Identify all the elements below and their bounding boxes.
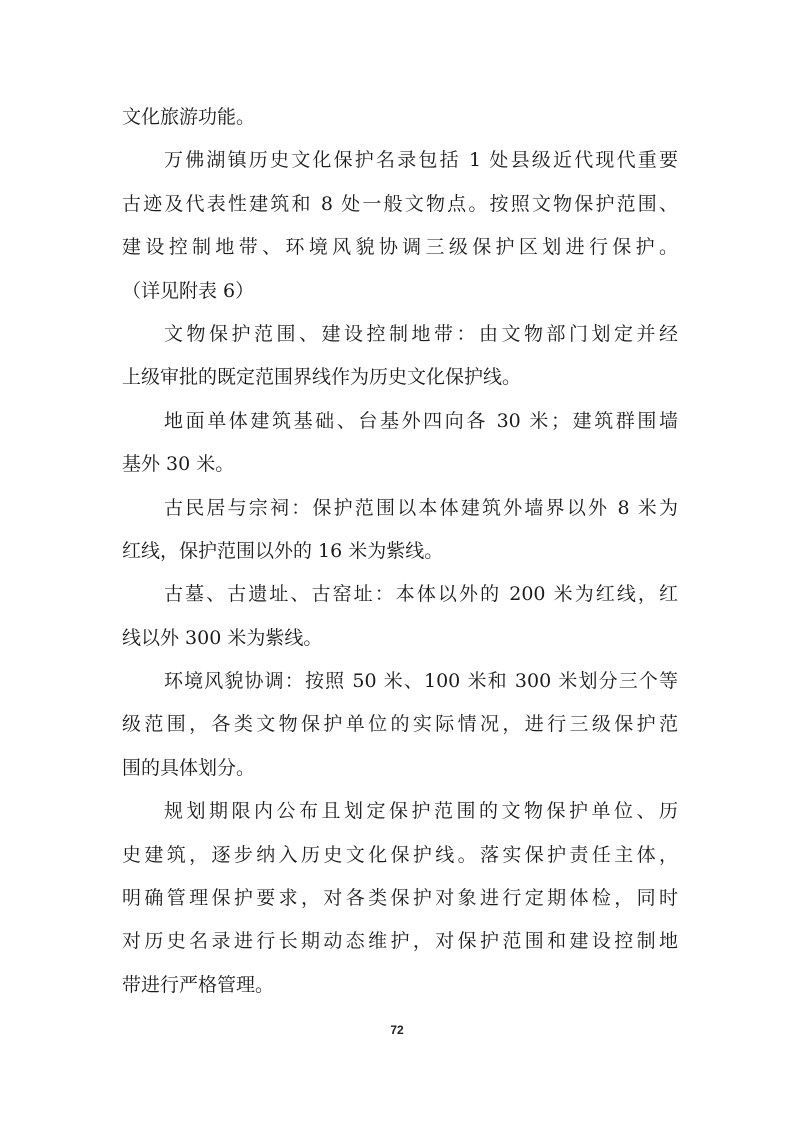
text-line: 红线，保护范围以外的 16 米为紫线。 [122, 539, 444, 562]
text-line: 基外 30 米。 [122, 453, 235, 476]
text-line: 建设控制地带、环境风貌协调三级保护区划进行保护。 [122, 236, 678, 259]
text-line: 万佛湖镇历史文化保护名录包括 1 处县级近代现代重要 [164, 149, 678, 172]
text-line: 环境风貌协调：按照 50 米、100 米和 300 米划分三个等 [164, 670, 678, 693]
text-line: 史建筑，逐步纳入历史文化保护线。落实保护责任主体， [122, 843, 678, 866]
text-line: 线以外 300 米为紫线。 [122, 626, 323, 649]
text-line: 古迹及代表性建筑和 8 处一般文物点。按照文物保护范围、 [122, 192, 678, 215]
text-line: 明确管理保护要求，对各类保护对象进行定期体检，同时 [122, 887, 678, 910]
text-line: 级范围，各类文物保护单位的实际情况，进行三级保护范 [122, 713, 678, 736]
text-line: （详见附表 6） [122, 279, 255, 302]
text-line: 地面单体建筑基础、台基外四向各 30 米；建筑群围墙 [164, 409, 678, 432]
page-number: 72 [390, 1023, 404, 1037]
body-text [122, 96, 678, 1007]
text-line: 古民居与宗祠：保护范围以本体建筑外墙界以外 8 米为 [164, 496, 678, 519]
text-line: 对历史名录进行长期动态维护，对保护范围和建设控制地 [122, 930, 678, 953]
text-line: 文物保护范围、建设控制地带：由文物部门划定并经 [164, 322, 678, 345]
text-line: 规划期限内公布且划定保护范围的文物保护单位、历 [164, 800, 678, 823]
text-line: 文化旅游功能。 [122, 106, 256, 128]
text-line: 上级审批的既定范围界线作为历史文化保护线。 [122, 366, 522, 389]
text-line: 围的具体划分。 [122, 756, 256, 779]
text-line: 古墓、古遗址、古窑址：本体以外的 200 米为红线，红 [164, 583, 678, 606]
text-line: 带进行严格管理。 [122, 973, 275, 996]
